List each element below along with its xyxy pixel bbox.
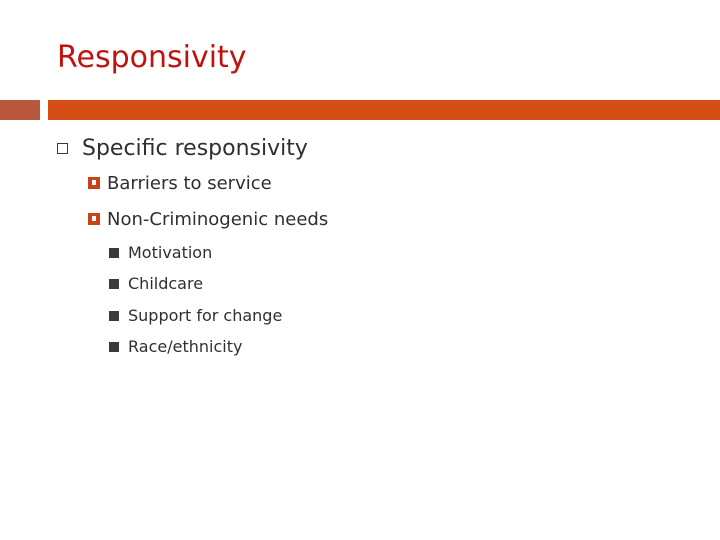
- bullet-text: Barriers to service: [107, 173, 272, 194]
- slide-title: Responsivity: [57, 40, 247, 75]
- bullet-text: Childcare: [128, 274, 204, 293]
- orange-square-bullet-icon: [88, 213, 100, 225]
- dark-square-bullet-icon: [109, 248, 119, 258]
- title-rule-right-segment: [48, 100, 720, 120]
- bullet-text: Non-Criminogenic needs: [107, 209, 329, 230]
- dark-square-bullet-icon: [109, 279, 119, 289]
- bullet-text: Motivation: [128, 243, 213, 262]
- dark-square-bullet-icon: [109, 311, 119, 321]
- bullet-text: Race/ethnicity: [128, 337, 243, 356]
- dark-square-bullet-icon: [109, 342, 119, 352]
- bullet-text: Support for change: [128, 306, 283, 325]
- bullet-text: Specific responsivity: [82, 136, 308, 161]
- hollow-square-bullet-icon: [57, 143, 68, 154]
- title-rule-left-segment: [0, 100, 40, 120]
- orange-square-bullet-icon: [88, 177, 100, 189]
